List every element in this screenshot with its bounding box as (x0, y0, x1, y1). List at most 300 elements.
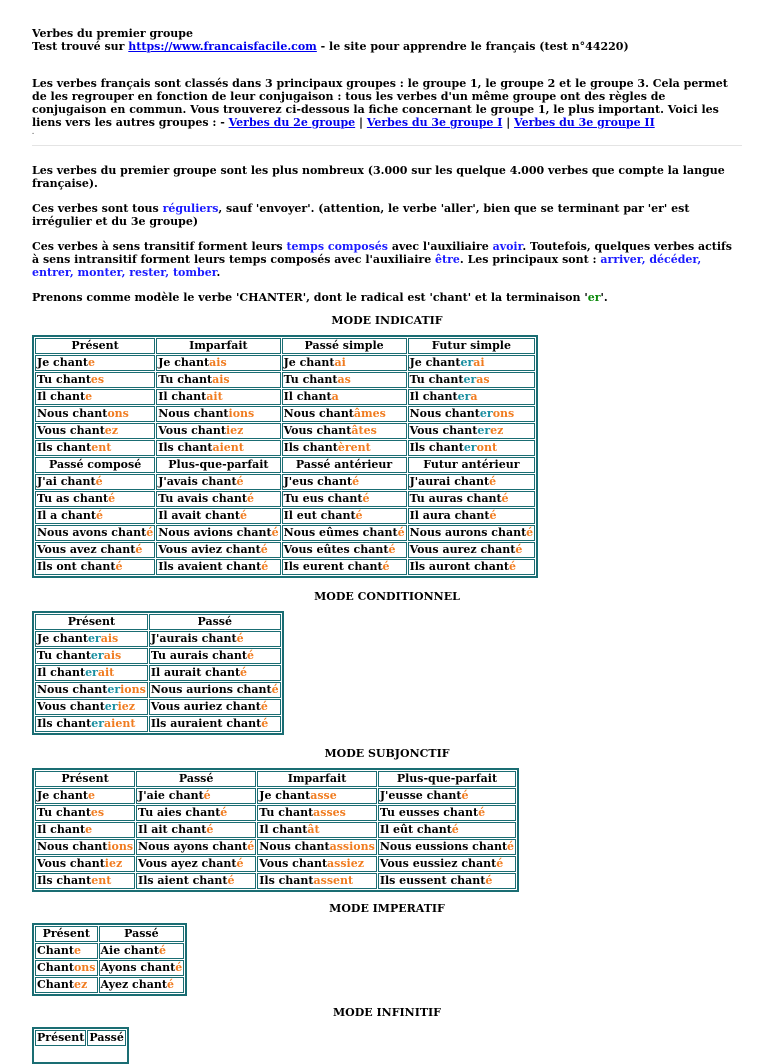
table-row (35, 508, 535, 524)
verb-ending: é (247, 649, 254, 662)
table-row (35, 873, 516, 889)
verb-stem: J'aie chant (138, 789, 204, 802)
conjugation-cell (282, 372, 407, 388)
highlight-avoir: avoir (492, 240, 523, 253)
future-infix: er (85, 666, 98, 679)
table-row (35, 716, 281, 732)
verb-stem: Ils aient chant (138, 874, 228, 887)
verb-stem: Nous avions chant (158, 526, 272, 539)
verb-ending: é (478, 806, 486, 819)
verb-stem: Tu eusses chant (379, 806, 479, 819)
mode-infinitif-title: MODE INFINITIF (332, 1006, 441, 1019)
conjugation-cell (35, 822, 135, 838)
verb-stem: Ils chant (259, 874, 314, 887)
header-row (35, 1030, 126, 1046)
verb-ending: assent (313, 874, 354, 887)
verb-stem: Je chant (37, 789, 88, 802)
table-head (35, 926, 184, 942)
verb-ending: é (526, 526, 534, 539)
verb-stem: Vous chant (409, 424, 478, 437)
verb-stem: Ayez chant (100, 978, 167, 991)
verb-ending: é (271, 683, 279, 696)
table-row (35, 960, 184, 976)
verb-ending: ais (209, 356, 227, 369)
source-line (32, 40, 742, 53)
verb-ending: ais (100, 632, 119, 645)
conjugation-cell (35, 960, 98, 976)
verb-ending: é (146, 526, 154, 539)
verb-stem: Ils ont chant (37, 560, 116, 573)
conjugation-cell (282, 355, 407, 371)
verb-ending: èrent (337, 441, 371, 454)
verb-stem: J'eus chant (283, 475, 353, 488)
paragraph-count: Les verbes du premier groupe sont les plus nombreux (3.000 sur les quelque 4.000 verbes que compte la langue française). (32, 164, 725, 190)
conjugation-cell (136, 822, 256, 838)
conjugation-cell (156, 508, 280, 524)
verb-ending: ions (107, 840, 134, 853)
table-indicatif (32, 335, 538, 578)
conjugation-cell (35, 440, 155, 456)
verb-ending: é (108, 492, 116, 505)
conjugation-cell (149, 716, 281, 732)
future-infix: er (460, 356, 474, 369)
verb-stem: Je chant (409, 356, 461, 369)
source-prefix: Test trouvé sur (32, 40, 129, 53)
conjugation-cell (408, 474, 536, 490)
link-separator: | (502, 116, 515, 129)
table-imperatif (32, 923, 187, 996)
verb-ending: ait (97, 666, 115, 679)
conjugation-cell (282, 491, 407, 507)
conjugation-cell (35, 631, 148, 647)
verb-ending: é (247, 840, 255, 853)
future-infix: er (463, 373, 477, 386)
table-row (35, 839, 516, 855)
verb-ending: ions (228, 407, 255, 420)
conjugation-cell (156, 491, 280, 507)
column-header: Plus-que-parfait (156, 457, 280, 473)
conjugation-cell (149, 699, 281, 715)
verb-ending: ai (334, 356, 346, 369)
verb-ending: é (496, 857, 504, 870)
verb-ending: é (95, 475, 103, 488)
mode-conditionnel-title: MODE CONDITIONNEL (314, 590, 460, 603)
conjugation-cell (35, 542, 155, 558)
verb-ending: e (85, 823, 93, 836)
verb-ending: é (515, 543, 523, 556)
verb-stem: J'ai chant (37, 475, 96, 488)
verb-stem: J'eusse chant (379, 789, 462, 802)
verb-ending: iez (104, 857, 123, 870)
conjugation-cell (257, 839, 377, 855)
header-row (35, 457, 535, 473)
verb-stem: Il aurait chant (150, 666, 241, 679)
verb-stem: Nous chant (283, 407, 354, 420)
text-segment: Ces verbes à sens transitif forment leurs (32, 240, 287, 253)
conjugation-cell (408, 372, 536, 388)
conjugation-cell (156, 559, 280, 575)
table-row (35, 355, 535, 371)
document-page (32, 27, 742, 1064)
verb-ending: ons (107, 407, 129, 420)
verb-ending: ent (91, 441, 112, 454)
conjugation-cell (408, 423, 536, 439)
verb-ending: ions (120, 683, 146, 696)
verb-stem: Je chant (283, 356, 335, 369)
verb-stem: Tu chant (37, 806, 91, 819)
verb-stem: Il eut chant (283, 509, 356, 522)
column-header: Passé antérieur (282, 457, 407, 473)
verb-stem: Tu chant (158, 373, 213, 386)
column-header: Présent (35, 338, 155, 354)
future-infix: er (107, 683, 121, 696)
conjugation-cell (136, 873, 256, 889)
conjugation-cell (35, 856, 135, 872)
conjugation-cell (378, 822, 516, 838)
verb-stem: Vous chant (37, 857, 105, 870)
column-header: Présent (35, 926, 98, 942)
conjugation-cell (35, 716, 148, 732)
verb-ending: é (206, 823, 214, 836)
conjugation-cell (35, 682, 148, 698)
verb-stem: Tu chant (37, 373, 91, 386)
verb-ending: es (90, 373, 105, 386)
conjugation-cell (156, 474, 280, 490)
conjugation-cell (156, 406, 280, 422)
conjugation-cell (408, 559, 536, 575)
conjugation-cell (35, 355, 155, 371)
verb-ending: ez (490, 424, 504, 437)
mode-indicatif-title: MODE INDICATIF (331, 314, 443, 327)
verb-ending: aient (212, 441, 244, 454)
verb-stem: Il chant (37, 666, 86, 679)
source-link[interactable]: https://www.francaisfacile.com (128, 40, 317, 53)
intro-text: Les verbes français sont classés dans 3 principaux groupes : le groupe 1, le groupe 2 et le groupe 3. Cela permet de les regrouper en fonction de leur conjugaison : tous les verbes d'un même groupe ont des règles de conjugaison en commun. Vous trouverez ci-dessous la fiche concernant le groupe 1, le plus important. Voici les liens vers les autres groupes : - (32, 77, 728, 129)
text-segment: , sauf 'envoyer'. (attention, le verbe 'aller', bien que se terminant par 'er' est irrégulier et du 3e groupe) (32, 202, 690, 228)
verb-stem: Ils eurent chant (283, 560, 383, 573)
highlight-er: er (587, 291, 601, 304)
conjugation-cell (35, 423, 155, 439)
conjugation-cell (282, 525, 407, 541)
column-header: Présent (35, 771, 135, 787)
conjugation-cell (136, 839, 256, 855)
future-infix: er (87, 632, 101, 645)
verb-ending: asse (310, 789, 337, 802)
conjugation-cell (35, 788, 135, 804)
table-body (35, 474, 535, 575)
paragraph-regular (32, 202, 742, 228)
column-header: Passé (89, 1031, 124, 1044)
paragraph-auxiliaire (32, 240, 742, 279)
conjugation-cell (149, 682, 281, 698)
column-header: Passé (136, 771, 256, 787)
verb-stem: Vous chant (37, 424, 105, 437)
conjugation-cell (378, 805, 516, 821)
link-verbes-3e-groupe-2[interactable]: Verbes du 3e groupe II (514, 116, 655, 129)
source-suffix: - le site pour apprendre le français (test n°44220) (316, 40, 629, 53)
verb-stem: Je chant (259, 789, 311, 802)
conjugation-cell (35, 474, 155, 490)
verb-stem: Nous chant (158, 407, 229, 420)
conjugation-cell (408, 508, 536, 524)
verb-ending: âtes (351, 424, 377, 437)
conjugation-cell (408, 389, 536, 405)
verb-stem: Nous aurions chant (150, 683, 272, 696)
verb-ending: é (485, 874, 493, 887)
conjugation-cell (136, 788, 256, 804)
verb-stem: Je chant (37, 356, 88, 369)
verb-stem: Tu chant (283, 373, 338, 386)
verb-stem: Vous aviez chant (158, 543, 261, 556)
conjugation-cell (35, 873, 135, 889)
verb-stem: Vous avez chant (37, 543, 136, 556)
verb-ending: é (175, 961, 183, 974)
table-row (35, 389, 535, 405)
conjugation-cell (156, 372, 280, 388)
table-row (35, 682, 281, 698)
verb-stem: Vous aurez chant (409, 543, 516, 556)
conjugation-cell (156, 525, 280, 541)
verb-ending: é (166, 978, 174, 991)
conjugation-cell (35, 699, 148, 715)
verb-stem: Ils auront chant (409, 560, 509, 573)
conjugation-cell (156, 389, 280, 405)
conjugation-cell (35, 559, 155, 575)
verb-stem: Il avait chant (158, 509, 240, 522)
verb-stem: Nous chant (259, 840, 330, 853)
verb-stem: Nous aurons chant (409, 526, 527, 539)
verb-ending: é (135, 543, 143, 556)
table-row (35, 559, 535, 575)
table-row (35, 372, 535, 388)
verb-ending: é (261, 560, 269, 573)
table-head (35, 1030, 126, 1046)
conjugation-cell (149, 631, 281, 647)
verb-ending: ez (73, 978, 88, 991)
future-infix: er (479, 407, 493, 420)
verb-stem: Ils eussent chant (379, 874, 486, 887)
table-head (35, 771, 516, 787)
verb-stem: Il chant (37, 390, 86, 403)
conjugation-cell (408, 440, 536, 456)
column-header: Passé (149, 614, 281, 630)
verb-stem: Tu auras chant (409, 492, 502, 505)
verb-ending: es (90, 806, 105, 819)
table-row (35, 977, 184, 993)
highlight-temps-composes: temps composés (286, 240, 388, 253)
column-header: Plus-que-parfait (378, 771, 516, 787)
conjugation-cell (378, 856, 516, 872)
conjugation-cell (282, 508, 407, 524)
verb-ending: ât (307, 823, 320, 836)
verb-ending: é (260, 543, 268, 556)
verb-stem: Tu chant (409, 373, 464, 386)
future-infix: er (90, 649, 104, 662)
verb-stem: Nous chant (37, 683, 108, 696)
table-row (35, 525, 535, 541)
verb-stem: Tu eus chant (283, 492, 363, 505)
conjugation-cell (35, 648, 148, 664)
verb-ending: a (470, 390, 478, 403)
text-segment: avec l'auxiliaire (387, 240, 493, 253)
conjugation-cell (282, 542, 407, 558)
verb-ending: e (73, 944, 81, 957)
verb-ending: ai (473, 356, 485, 369)
future-infix: er (463, 441, 477, 454)
verb-ending: é (489, 475, 497, 488)
column-header: Présent (37, 1031, 85, 1044)
column-header: Passé (99, 926, 185, 942)
table-body (35, 788, 516, 889)
table-row (35, 805, 516, 821)
verb-stem: Tu avais chant (158, 492, 247, 505)
verb-stem: Il chant (158, 390, 207, 403)
conjugation-cell (282, 389, 407, 405)
table-body (35, 631, 281, 732)
verb-ending: aient (104, 717, 136, 730)
conjugation-cell (35, 943, 98, 959)
link-verbes-3e-groupe-1[interactable]: Verbes du 3e groupe I (366, 116, 503, 129)
verb-stem: Ils avaient chant (158, 560, 262, 573)
table-row (35, 406, 535, 422)
verb-stem: Aie chant (100, 944, 159, 957)
header-row (35, 926, 184, 942)
conjugation-cell (257, 805, 377, 821)
conjugation-cell (408, 491, 536, 507)
table-row (35, 423, 535, 439)
future-infix: er (457, 390, 471, 403)
conjugation-cell (35, 977, 98, 993)
table-row (35, 648, 281, 664)
verb-ending: as (337, 373, 351, 386)
verb-stem: Vous eussiez chant (379, 857, 497, 870)
text-segment: Prenons comme modèle le verbe 'CHANTER', dont le radical est 'chant' et la terminaison ' (32, 291, 588, 304)
conjugation-cell (378, 788, 516, 804)
mode-subjonctif-title: MODE SUBJONCTIF (324, 747, 450, 760)
verb-ending: é (501, 492, 509, 505)
verb-ending: ont (476, 441, 498, 454)
table-infinitif (32, 1027, 129, 1064)
verb-ending: é (388, 543, 396, 556)
verb-stem: Ils chant (409, 441, 464, 454)
conjugation-cell (282, 559, 407, 575)
verb-ending: é (451, 823, 459, 836)
verb-ending: a (331, 390, 339, 403)
verb-stem: Je chant (37, 632, 88, 645)
conjugation-cell (378, 839, 516, 855)
verb-ending: e (85, 390, 93, 403)
verb-ending: é (355, 509, 363, 522)
verb-stem: Chant (37, 944, 74, 957)
conjugation-cell (35, 491, 155, 507)
verb-stem: J'avais chant (158, 475, 237, 488)
verb-ending: ait (206, 390, 223, 403)
conjugation-cell (35, 805, 135, 821)
verb-ending: é (227, 874, 235, 887)
verb-stem: Tu aies chant (138, 806, 221, 819)
table-body (35, 457, 535, 473)
empty-cell (87, 1047, 126, 1061)
text-segment: . Toutefois, quelques verbes actifs à sens intransitif forment leurs temps composés avec l'auxiliaire (32, 240, 732, 266)
verb-stem: Il chant (259, 823, 308, 836)
verb-ending: ais (212, 373, 230, 386)
verb-ending: é (236, 857, 244, 870)
verb-stem: Ils chant (37, 874, 92, 887)
table-row (35, 631, 281, 647)
column-header: Futur simple (408, 338, 536, 354)
verb-ending: ons (492, 407, 515, 420)
table-body (35, 943, 184, 993)
highlight-reguliers: réguliers (162, 202, 219, 215)
verb-stem: Il chant (37, 823, 86, 836)
conjugation-cell (156, 542, 280, 558)
verb-ending: é (240, 509, 247, 522)
conjugation-cell (257, 822, 377, 838)
verb-stem: Chant (37, 961, 74, 974)
verb-ending: e (87, 356, 95, 369)
verb-stem: Chant (37, 978, 74, 991)
conjugation-cell (156, 355, 280, 371)
conjugation-cell (35, 406, 155, 422)
verb-stem: Il aura chant (409, 509, 490, 522)
verb-stem: Tu as chant (37, 492, 109, 505)
conjugation-cell (149, 665, 281, 681)
verb-ending: ez (104, 424, 119, 437)
verb-ending: é (240, 666, 248, 679)
conjugation-cell (156, 423, 280, 439)
verb-stem: Tu aurais chant (150, 649, 247, 662)
conjugation-cell (282, 423, 407, 439)
conjugation-cell (408, 542, 536, 558)
link-verbes-2e-groupe[interactable]: Verbes du 2e groupe (228, 116, 356, 129)
text-segment: Ces verbes sont tous (32, 202, 163, 215)
conjugation-cell (408, 406, 536, 422)
verb-stem: Vous chant (37, 700, 105, 713)
verb-ending: é (461, 789, 469, 802)
conjugation-cell (282, 474, 407, 490)
verb-ending: ais (103, 649, 122, 662)
verb-stem: Nous eûmes chant (283, 526, 398, 539)
table-row (35, 699, 281, 715)
text-segment: '. (600, 291, 608, 304)
verb-ending: é (397, 526, 405, 539)
text-segment: . Les principaux sont : (459, 253, 601, 266)
table-row (35, 788, 516, 804)
conjugation-cell (35, 508, 155, 524)
conjugation-cell (257, 873, 377, 889)
link-separator: | (355, 116, 367, 129)
conjugation-cell (149, 648, 281, 664)
verb-stem: Tu chant (259, 806, 314, 819)
empty-cell (35, 1047, 86, 1061)
verb-ending: assiez (327, 857, 364, 870)
column-header: Présent (35, 614, 148, 630)
table-head (35, 614, 281, 630)
text-segment: . (216, 266, 221, 279)
conjugation-cell (136, 805, 256, 821)
verb-stem: Il ait chant (138, 823, 207, 836)
verb-stem: Ils chant (37, 441, 92, 454)
table-body (35, 1047, 126, 1061)
verb-stem: Vous eûtes chant (283, 543, 389, 556)
verb-ending: é (158, 944, 166, 957)
table-row (35, 822, 516, 838)
conjugation-cell (35, 665, 148, 681)
verb-stem: Nous ayons chant (138, 840, 248, 853)
conjugation-cell (378, 873, 516, 889)
verb-stem: Nous chant (37, 407, 108, 420)
intro-paragraph (32, 77, 742, 129)
